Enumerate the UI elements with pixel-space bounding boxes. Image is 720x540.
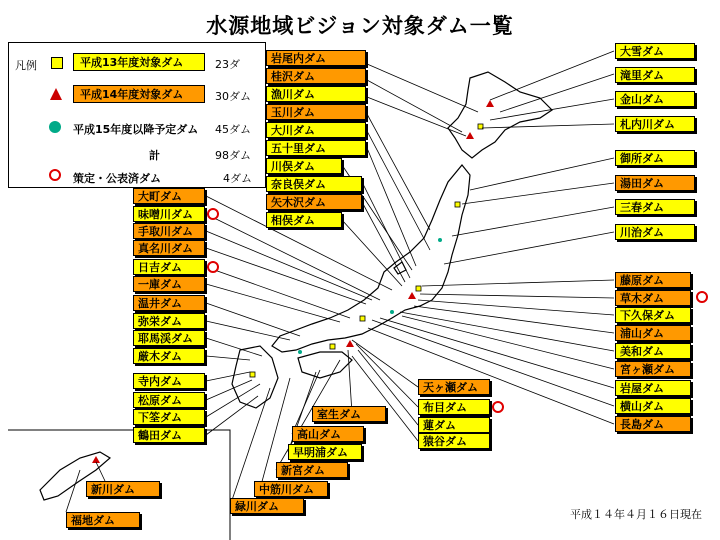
- dam-label: 布目ダム: [418, 399, 490, 415]
- dam-label: 耶馬渓ダム: [133, 330, 205, 346]
- dam-label: 蓮ダム: [418, 417, 490, 433]
- hokkaido-outline: [448, 72, 552, 158]
- dam-label: 弥栄ダム: [133, 313, 205, 329]
- dam-label: 玉川ダム: [266, 104, 366, 120]
- dam-label: 浦山ダム: [615, 325, 691, 341]
- dam-label: 新川ダム: [86, 481, 160, 497]
- dam-label: 横山ダム: [615, 398, 691, 414]
- dam-label: 湯田ダム: [615, 175, 695, 191]
- dam-label: 藤原ダム: [615, 272, 691, 288]
- dam-label: 手取川ダム: [133, 223, 205, 239]
- dam-label: 五十里ダム: [266, 140, 366, 156]
- dam-label: 新宮ダム: [276, 462, 348, 478]
- dam-label: 長島ダム: [615, 416, 691, 432]
- dam-label: 滝里ダム: [615, 67, 695, 83]
- dam-label: 草木ダム: [615, 290, 691, 306]
- dam-label: 大川ダム: [266, 122, 366, 138]
- dam-label: 天ヶ瀬ダム: [418, 379, 490, 395]
- dam-label: 美和ダム: [615, 343, 691, 359]
- dam-label: 鶴田ダム: [133, 427, 205, 443]
- dam-label: 厳木ダム: [133, 348, 205, 364]
- dam-label: 真名川ダム: [133, 240, 205, 256]
- legend: [8, 42, 266, 188]
- dam-label: 矢木沢ダム: [266, 194, 362, 210]
- published-circle-icon: [492, 401, 504, 413]
- legend-done-count: 4ダム: [223, 172, 252, 185]
- red-triangle-marker-icon: [49, 87, 63, 101]
- dam-label: 岩尾内ダム: [266, 50, 366, 66]
- published-circle-icon: [696, 291, 708, 303]
- dam-label: 早明浦ダム: [288, 444, 362, 460]
- yellow-square-marker-icon: [51, 57, 63, 69]
- dam-label: 温井ダム: [133, 295, 205, 311]
- dam-label: 川治ダム: [615, 224, 695, 240]
- dam-label: 金山ダム: [615, 91, 695, 107]
- published-circle-icon: [207, 208, 219, 220]
- dam-label: 松原ダム: [133, 392, 205, 408]
- dam-label: 大町ダム: [133, 188, 205, 204]
- dam-label: 岩屋ダム: [615, 380, 691, 396]
- legend-row-h13-count: 23ダ: [215, 58, 240, 71]
- legend-row-h14-count: 30ダム: [215, 90, 251, 103]
- red-circle-marker-icon: [49, 169, 61, 181]
- dam-label: 一庫ダム: [133, 276, 205, 292]
- as-of-date: 平成１４年４月１６日現在: [570, 508, 702, 521]
- dam-label: 川俣ダム: [266, 158, 342, 174]
- dam-label: 漁川ダム: [266, 86, 366, 102]
- dam-label: 御所ダム: [615, 150, 695, 166]
- legend-row-h13-label: 平成13年度対象ダム: [73, 53, 205, 71]
- dam-label: 中筋川ダム: [254, 481, 328, 497]
- dam-label: 寺内ダム: [133, 373, 205, 389]
- dam-label: 桂沢ダム: [266, 68, 366, 84]
- green-dot-marker-icon: [49, 121, 61, 133]
- legend-row-h15-label: 平成15年度以降予定ダム: [73, 123, 199, 136]
- legend-heading: 凡例: [15, 59, 37, 72]
- dam-label: 三春ダム: [615, 199, 695, 215]
- dam-label: 札内川ダム: [615, 116, 695, 132]
- legend-total-count: 98ダム: [215, 149, 251, 162]
- dam-label: 緑川ダム: [230, 498, 304, 514]
- published-circle-icon: [207, 261, 219, 273]
- dam-label: 福地ダム: [66, 512, 140, 528]
- legend-row-h14-label: 平成14年度対象ダム: [73, 85, 205, 103]
- dam-label: 室生ダム: [312, 406, 386, 422]
- legend-row-h15-count: 45ダム: [215, 123, 251, 136]
- dam-label: 味噌川ダム: [133, 206, 205, 222]
- dam-label: 高山ダム: [292, 426, 364, 442]
- dam-label: 宮ヶ瀬ダム: [615, 361, 691, 377]
- dam-label: 猿谷ダム: [418, 433, 490, 449]
- dam-label: 日吉ダム: [133, 259, 205, 275]
- dam-label: 相俣ダム: [266, 212, 342, 228]
- page-title: 水源地域ビジョン対象ダム一覧: [206, 13, 514, 38]
- dam-label: 奈良俣ダム: [266, 176, 362, 192]
- dam-label: 下筌ダム: [133, 409, 205, 425]
- shikoku-outline: [298, 352, 352, 378]
- dam-label: 大雪ダム: [615, 43, 695, 59]
- legend-total-label: 計: [149, 149, 160, 162]
- legend-done-label: 策定・公表済ダム: [73, 172, 161, 185]
- dam-label: 下久保ダム: [615, 307, 691, 323]
